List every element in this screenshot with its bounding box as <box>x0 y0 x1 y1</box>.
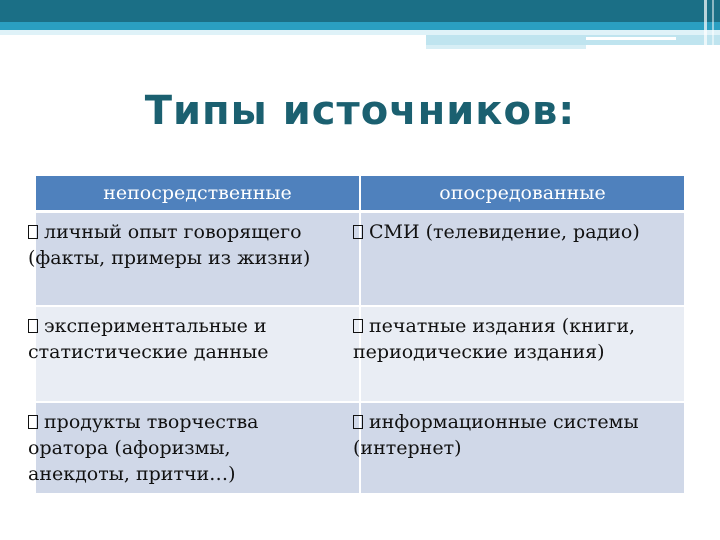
table-header-row <box>36 176 684 212</box>
table-cell <box>28 306 360 402</box>
column-header-direct: непосредственные <box>36 176 360 212</box>
decor-stripe <box>586 37 676 40</box>
sources-table <box>28 176 684 493</box>
cell-text: продукты творчества оратора (афоризмы, анекдоты, притчи…) <box>28 411 259 485</box>
table-cell <box>353 402 684 493</box>
table-cell <box>353 306 684 402</box>
bullet-icon <box>28 319 38 333</box>
table-row <box>36 402 684 493</box>
cell-text: информационные системы (интернет) <box>353 411 639 459</box>
cell-text: экспериментальные и статистические данные <box>28 315 269 363</box>
cell-text: СМИ (телевидение, радио) <box>369 221 640 243</box>
top-decor-bar-accent <box>0 22 720 30</box>
table-row <box>36 306 684 402</box>
cell-text: личный опыт говорящего (факты, примеры из жизни) <box>28 221 311 269</box>
cell-text: печатные издания (книги, периодические издания) <box>353 315 636 363</box>
bullet-icon <box>28 225 38 239</box>
table-row <box>36 212 684 307</box>
column-header-indirect: опосредованные <box>360 176 684 212</box>
bullet-icon <box>28 415 38 429</box>
table-cell <box>28 402 360 493</box>
bullet-icon <box>353 225 363 239</box>
decor-stripe <box>704 0 707 50</box>
top-decor-bar <box>0 0 720 22</box>
table-cell <box>28 212 360 307</box>
decor-stripe <box>712 0 714 50</box>
slide-title: Типы источников: <box>144 88 576 134</box>
bullet-icon <box>353 415 363 429</box>
decor-stripe <box>426 45 586 49</box>
table-cell <box>360 212 684 307</box>
bullet-icon <box>353 319 363 333</box>
